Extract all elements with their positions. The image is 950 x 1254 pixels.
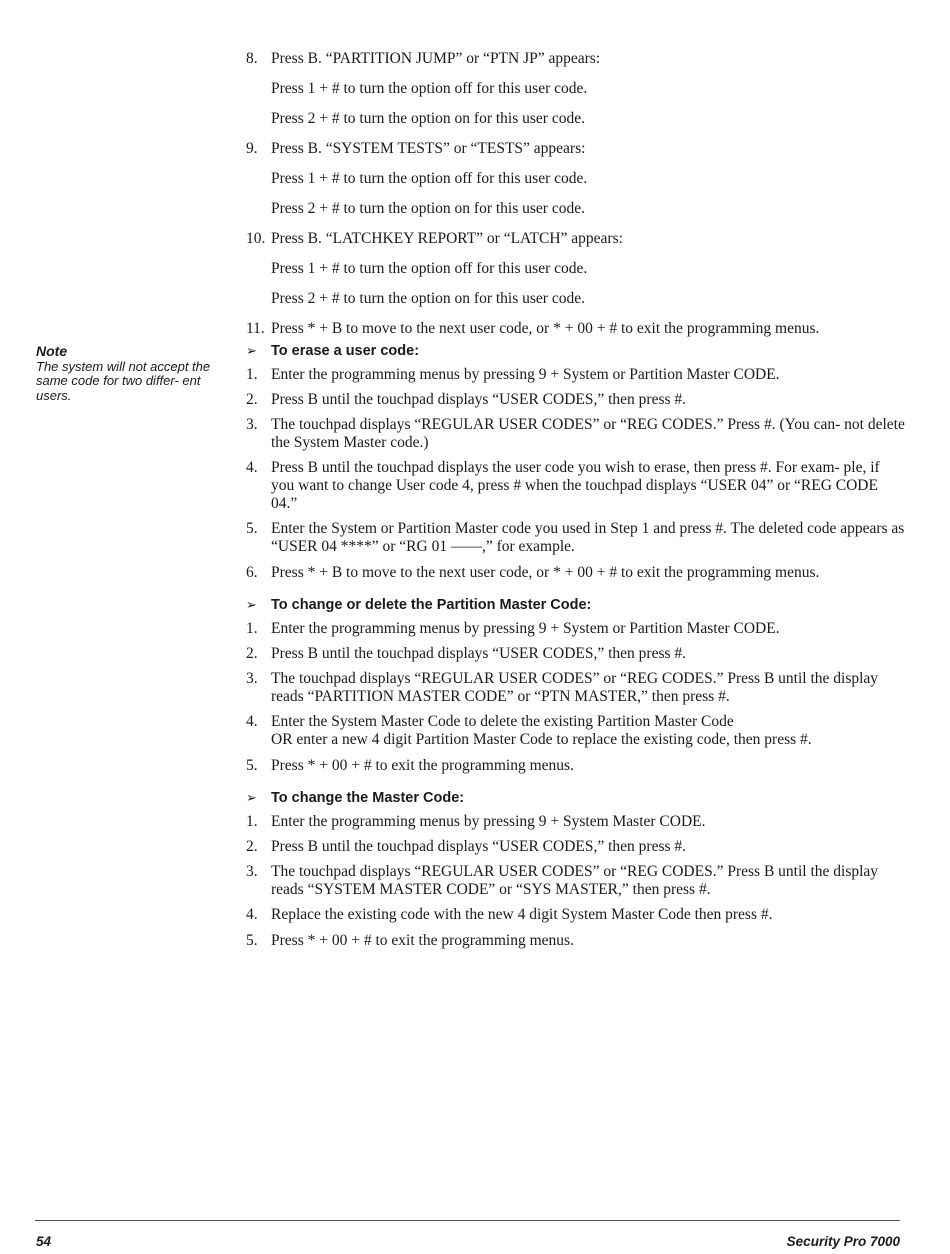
master-step-2	[246, 838, 906, 856]
master-step-4	[246, 906, 906, 924]
step-number: 1.	[246, 813, 258, 830]
step-number: 2.	[246, 391, 258, 408]
step-number: 4.	[246, 713, 258, 730]
erase-step-5	[246, 520, 906, 556]
partition-step-3	[246, 670, 906, 706]
erase-step-4	[246, 459, 906, 513]
step-number: 10.	[246, 230, 266, 247]
instructions	[246, 50, 906, 950]
section-heading-erase	[246, 342, 906, 360]
step-number: 5.	[246, 520, 258, 537]
step-text: Enter the System or Partition Master code you used in Step 1 and press #. The deleted code appears as “USER 04 ****” or “RG 01 ——,” for example.	[271, 520, 905, 555]
step-number: 3.	[246, 863, 258, 880]
step-number: 2.	[246, 838, 258, 855]
master-step-5	[246, 932, 906, 950]
step-number: 11.	[246, 320, 265, 337]
section-heading-master	[246, 789, 906, 807]
master-step-3	[246, 863, 906, 899]
step-text: The touchpad displays “REGULAR USER CODES” or “REG CODES.” Press B until the display reads “PARTITION MASTER CODE” or “PTN MASTER,” then press #.	[271, 670, 879, 705]
erase-step-2	[246, 391, 906, 409]
margin-note	[36, 344, 226, 403]
note-text: The system will not accept the same code for two differ- ent users.	[36, 358, 211, 403]
step-text: Press * + B to move to the next user code, or * + 00 + # to exit the programming menus.	[271, 320, 820, 337]
step-number: 8.	[246, 50, 258, 67]
step-number: 1.	[246, 366, 258, 383]
partition-step-4	[246, 713, 906, 749]
step-10-off: Press 1 + # to turn the option off for this user code.	[271, 260, 588, 277]
step-text: Enter the programming menus by pressing 9 + System Master CODE.	[271, 813, 706, 830]
step-8-on: Press 2 + # to turn the option on for this user code.	[271, 110, 585, 127]
step-number: 4.	[246, 906, 258, 923]
arrow-bullet-icon: ➢	[246, 343, 257, 358]
step-8	[246, 50, 906, 68]
footer-divider	[35, 1220, 900, 1221]
step-text: Press B until the touchpad displays the user code you wish to erase, then press #. For exam- ple, if you want to change User code 4, press # when the touchpad displays “USER 04” or “REG CODE 04.”	[271, 459, 880, 512]
step-text: The touchpad displays “REGULAR USER CODES” or “REG CODES.” Press #. (You can- not delete the System Master code.)	[271, 416, 905, 451]
step-text: Press B. “LATCHKEY REPORT” or “LATCH” appears:	[271, 230, 623, 247]
step-text: Press B until the touchpad displays “USER CODES,” then press #.	[271, 838, 687, 855]
step-text: Press B. “PARTITION JUMP” or “PTN JP” appears:	[271, 50, 601, 67]
step-text: Enter the programming menus by pressing 9 + System or Partition Master CODE.	[271, 620, 780, 637]
step-number: 3.	[246, 670, 258, 687]
step-text: Enter the programming menus by pressing 9 + System or Partition Master CODE.	[271, 366, 780, 383]
master-step-1	[246, 813, 906, 831]
step-11	[246, 320, 906, 338]
heading-text: To change or delete the Partition Master Code:	[271, 597, 592, 613]
product-name: Security Pro 7000	[786, 1234, 900, 1249]
step-number: 4.	[246, 459, 258, 476]
section-heading-partition	[246, 596, 906, 614]
step-number: 5.	[246, 757, 258, 774]
erase-step-1	[246, 366, 906, 384]
partition-step-1	[246, 620, 906, 638]
partition-step-2	[246, 645, 906, 663]
step-text: Press * + B to move to the next user code, or * + 00 + # to exit the programming menus.	[271, 564, 820, 581]
step-text: Press * + 00 + # to exit the programming menus.	[271, 757, 574, 774]
partition-step-5	[246, 757, 906, 775]
step-text: The touchpad displays “REGULAR USER CODES” or “REG CODES.” Press B until the display reads “SYSTEM MASTER CODE” or “SYS MASTER,” then press #.	[271, 863, 879, 898]
step-number: 5.	[246, 932, 258, 949]
heading-text: To erase a user code:	[271, 343, 420, 359]
arrow-bullet-icon: ➢	[246, 597, 257, 612]
step-number: 3.	[246, 416, 258, 433]
step-text: Press B until the touchpad displays “USER CODES,” then press #.	[271, 645, 687, 662]
erase-step-3	[246, 416, 906, 452]
step-number: 9.	[246, 140, 258, 157]
step-text: Press * + 00 + # to exit the programming menus.	[271, 932, 574, 949]
step-text: Press B until the touchpad displays “USER CODES,” then press #.	[271, 391, 687, 408]
step-number: 1.	[246, 620, 258, 637]
step-text	[271, 713, 906, 749]
step-text: Replace the existing code with the new 4 digit System Master Code then press #.	[271, 906, 773, 923]
step-text-line-1: Enter the System Master Code to delete the existing Partition Master Code	[271, 713, 734, 730]
step-number: 2.	[246, 645, 258, 662]
step-number: 6.	[246, 564, 258, 581]
step-9	[246, 140, 906, 158]
step-9-on: Press 2 + # to turn the option on for this user code.	[271, 200, 585, 217]
step-10	[246, 230, 906, 248]
step-10-on: Press 2 + # to turn the option on for this user code.	[271, 290, 585, 307]
note-title: Note	[36, 343, 68, 359]
arrow-bullet-icon: ➢	[246, 790, 257, 805]
step-8-off: Press 1 + # to turn the option off for this user code.	[271, 80, 588, 97]
page-number: 54	[36, 1234, 52, 1249]
erase-step-6	[246, 564, 906, 582]
step-9-off: Press 1 + # to turn the option off for this user code.	[271, 170, 588, 187]
step-text-line-2: OR enter a new 4 digit Partition Master Code to replace the existing code, then press #.	[271, 731, 812, 748]
heading-text: To change the Master Code:	[271, 790, 465, 806]
step-text: Press B. “SYSTEM TESTS” or “TESTS” appears:	[271, 140, 586, 157]
